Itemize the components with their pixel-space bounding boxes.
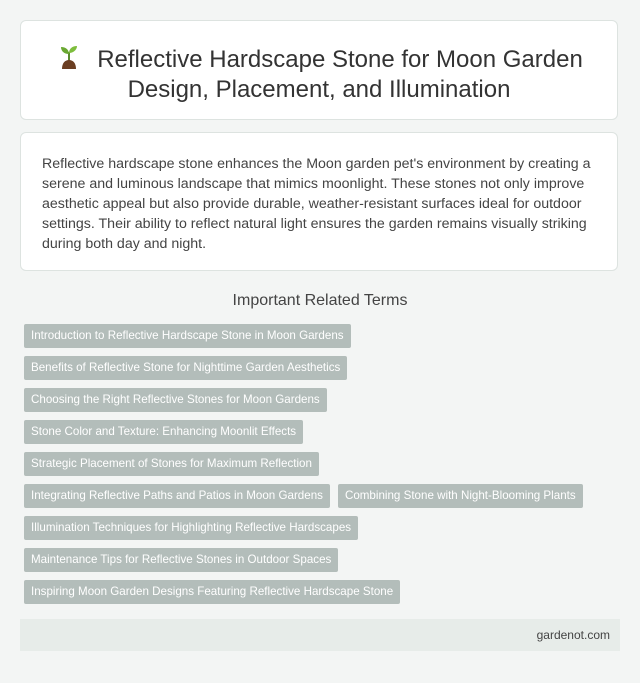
term-tag[interactable]: Choosing the Right Reflective Stones for Moon Gardens (24, 388, 327, 412)
term-tag[interactable]: Introduction to Reflective Hardscape Stone in Moon Gardens (24, 324, 351, 348)
related-terms-heading: Important Related Terms (232, 292, 408, 309)
sprout-icon (55, 43, 83, 71)
term-tag[interactable]: Integrating Reflective Paths and Patios in Moon Gardens (24, 484, 330, 508)
term-tag[interactable]: Combining Stone with Night-Blooming Plants (338, 484, 583, 508)
title-line-1: Reflective Hardscape Stone for Moon Garden (97, 46, 583, 73)
related-terms-list (24, 324, 620, 612)
term-tag[interactable]: Inspiring Moon Garden Designs Featuring Reflective Hardscape Stone (24, 580, 400, 604)
term-tag[interactable]: Stone Color and Texture: Enhancing Moonlit Effects (24, 420, 303, 444)
intro-card (20, 132, 618, 271)
page-title (21, 43, 617, 105)
term-tag[interactable]: Benefits of Reflective Stone for Nighttime Garden Aesthetics (24, 356, 347, 380)
term-tag[interactable]: Maintenance Tips for Reflective Stones in Outdoor Spaces (24, 548, 338, 572)
title-line-2: Design, Placement, and Illumination (127, 76, 511, 103)
title-card (20, 20, 618, 120)
term-tag[interactable]: Illumination Techniques for Highlighting Reflective Hardscapes (24, 516, 358, 540)
footer (20, 619, 620, 651)
term-tag[interactable]: Strategic Placement of Stones for Maximum Reflection (24, 452, 319, 476)
footer-site-link[interactable]: gardenot.com (536, 628, 610, 642)
intro-paragraph: Reflective hardscape stone enhances the Moon garden pet's environment by creating a serene and luminous landscape that mimics moonlight. These stones not only improve aesthetic appeal but also provide durable, weather-resistant surfaces ideal for outdoor settings. Their ability to reflect natural light ensures the garden remains visually striking during both day and night. (42, 156, 591, 252)
